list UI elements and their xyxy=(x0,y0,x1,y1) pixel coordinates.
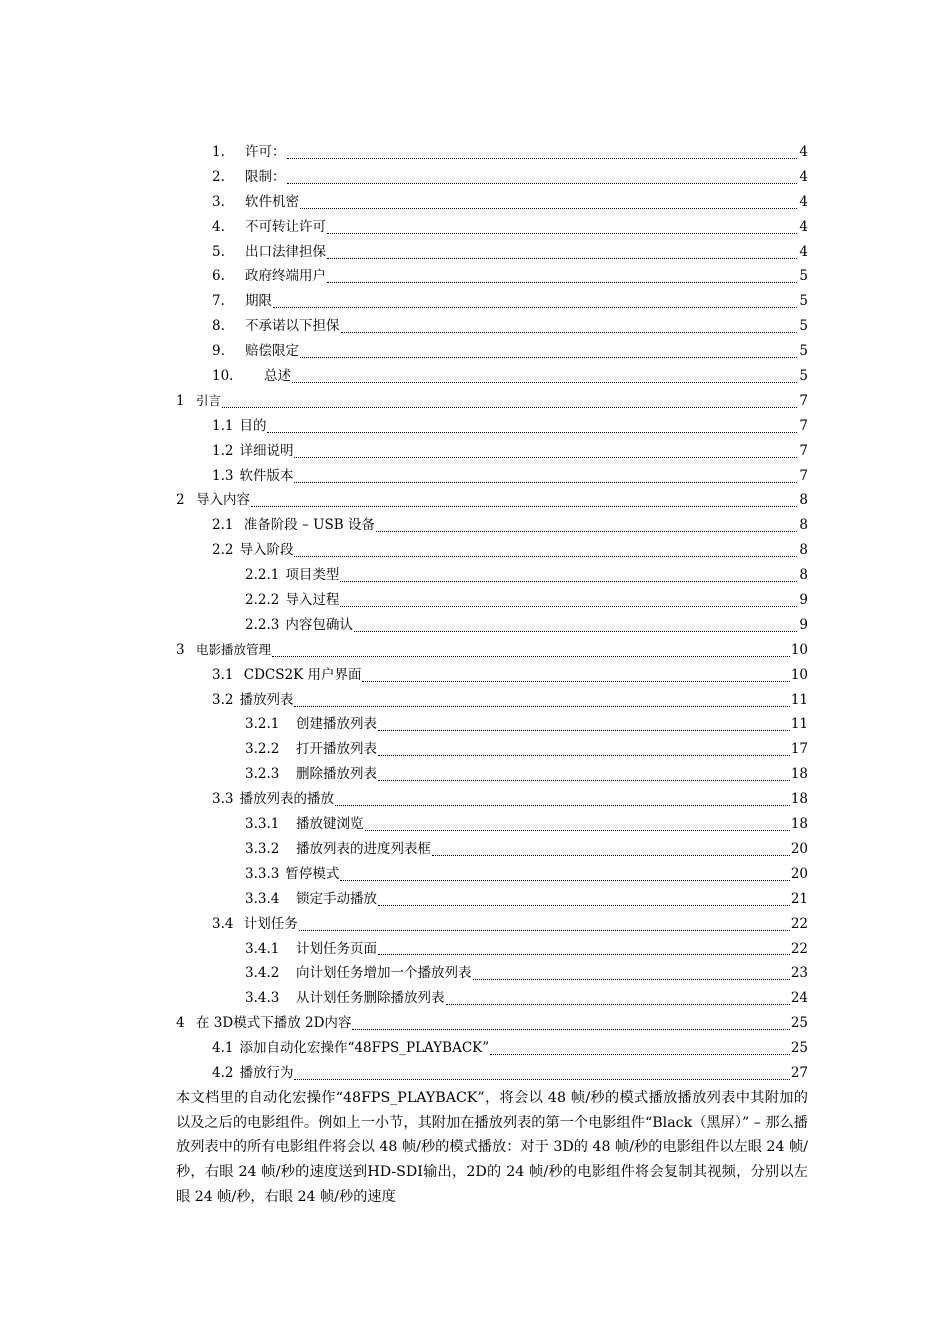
toc-entry-title: 导入内容 xyxy=(196,492,250,509)
toc-entry-title: 打开播放列表 xyxy=(296,741,377,758)
toc-entry[interactable] xyxy=(176,912,808,937)
toc-entry-label xyxy=(176,986,445,1011)
toc-entry-page: 7 xyxy=(799,467,808,484)
toc-entry-page: 5 xyxy=(799,318,808,335)
toc-entry-title: 添加自动化宏操作“48FPS_PLAYBACK” xyxy=(239,1040,490,1057)
toc-entry-label xyxy=(176,538,293,563)
toc-entry-page: 27 xyxy=(790,1064,808,1081)
toc-dot-leader xyxy=(294,556,797,557)
toc-entry-title: 不可转让许可 xyxy=(245,218,326,235)
toc-entry-number: 3.4.1 xyxy=(245,940,280,957)
toc-dot-leader xyxy=(267,432,797,433)
toc-entry-page: 23 xyxy=(790,965,808,982)
toc-entry-number: 3.2.3 xyxy=(245,766,280,783)
toc-entry-page: 4 xyxy=(799,243,808,260)
toc-entry[interactable] xyxy=(176,787,808,812)
toc-entry-title: 限制： xyxy=(245,168,286,185)
toc-entry-number: 7. xyxy=(212,293,225,310)
toc-entry[interactable] xyxy=(176,414,808,439)
toc-entry-page: 5 xyxy=(799,368,808,385)
toc-dot-leader xyxy=(352,1029,789,1030)
toc-entry-label xyxy=(176,712,377,737)
toc-entry-title: 计划任务 xyxy=(239,915,298,932)
toc-entry-page: 22 xyxy=(790,915,808,932)
toc-dot-leader xyxy=(292,382,797,383)
toc-entry-label xyxy=(176,1036,489,1061)
toc-dot-leader xyxy=(365,830,790,831)
toc-entry-label xyxy=(176,887,377,912)
toc-dot-leader xyxy=(340,880,789,881)
toc-entry-title: 内容包确认 xyxy=(285,616,353,633)
body-paragraph xyxy=(176,1086,808,1210)
toc-entry-label xyxy=(176,638,271,663)
toc-entry-number: 3.3.3 xyxy=(245,865,280,882)
toc-entry-title: 许可： xyxy=(245,144,286,160)
toc-entry-title: 删除播放列表 xyxy=(296,766,377,783)
toc-entry-page: 25 xyxy=(790,1015,808,1032)
toc-entry-label xyxy=(176,314,340,339)
toc-entry-title: 详细说明 xyxy=(239,442,294,459)
toc-entry-number: 3.4 xyxy=(212,915,234,932)
toc-entry-label xyxy=(176,389,221,414)
toc-entry-number: 8. xyxy=(212,318,225,335)
toc-entry-title: 播放列表的进度列表框 xyxy=(296,840,431,857)
toc-entry-page: 10 xyxy=(790,641,808,658)
toc-entry-label xyxy=(176,215,326,240)
toc-entry-page: 10 xyxy=(790,666,808,683)
toc-dot-leader xyxy=(287,183,798,184)
toc-entry[interactable] xyxy=(176,862,808,887)
toc-entry[interactable] xyxy=(176,464,808,489)
toc-entry-label xyxy=(176,339,299,364)
toc-entry-number: 3.3.1 xyxy=(245,816,280,833)
toc-entry-label xyxy=(176,289,272,314)
toc-entry-label xyxy=(176,912,298,937)
toc-dot-leader xyxy=(354,631,797,632)
toc-entry-number: 3.3.4 xyxy=(245,890,280,907)
toc-entry-number: 2. xyxy=(212,168,225,185)
toc-entry[interactable] xyxy=(176,215,808,240)
toc-entry[interactable] xyxy=(176,140,808,165)
toc-entry[interactable] xyxy=(176,737,808,762)
toc-dot-leader xyxy=(340,581,797,582)
toc-entry-label xyxy=(176,812,364,837)
toc-entry-title: 导入过程 xyxy=(285,592,340,609)
toc-entry-title: 播放列表 xyxy=(239,691,294,708)
toc-entry-page: 25 xyxy=(790,1040,808,1057)
toc-entry-label xyxy=(176,364,291,389)
toc-entry-number: 2.1 xyxy=(212,517,234,534)
toc-entry-title: 软件机密 xyxy=(245,193,299,210)
toc-entry-title: 赔偿限定 xyxy=(245,343,299,360)
toc-entry-title: 出口法律担保 xyxy=(245,243,326,260)
toc-entry-title: 播放行为 xyxy=(239,1064,294,1081)
toc-entry[interactable] xyxy=(176,837,808,862)
toc-dot-leader xyxy=(378,780,790,781)
toc-entry-title: 从计划任务删除播放列表 xyxy=(296,990,445,1007)
toc-entry-page: 5 xyxy=(799,293,808,310)
toc-entry[interactable] xyxy=(176,488,808,513)
toc-dot-leader xyxy=(378,905,790,906)
toc-dot-leader xyxy=(378,954,790,955)
toc-entry-title: 电影播放管理 xyxy=(196,641,272,657)
toc-dot-leader xyxy=(362,681,789,682)
toc-entry-number: 2.2.2 xyxy=(245,592,280,609)
toc-dot-leader xyxy=(335,805,790,806)
toc-entry-page: 18 xyxy=(790,816,808,833)
toc-entry-number: 3.2.1 xyxy=(245,716,280,733)
toc-entry[interactable] xyxy=(176,1011,808,1036)
toc-entry[interactable] xyxy=(176,613,808,638)
paragraph-text: 本文档里的自动化宏操作“48FPS_PLAYBACK”，将会以 48 帧/秒的模式播放播放列表中其附加的以及之后的电影组件。例如上一小节，其附加在播放列表的第一个电影组件“Black（黑屏）” – 那么播放列表中的所有电影组件将会以 48 帧/秒的模式播放：对于 3D的 48 帧/秒的电影组件以左眼 24 帧/秒，右眼 24 帧/秒的速度送到HD-SDI输出，2D的 24 帧/秒的电影组件将会复制其视频，分别以左眼 24 帧/秒，右眼 24 帧/秒的速度 xyxy=(176,1090,808,1205)
toc-entry-page: 4 xyxy=(799,144,808,160)
toc-entry-page: 20 xyxy=(790,840,808,857)
toc-dot-leader xyxy=(294,706,789,707)
toc-entry-number: 2.2.3 xyxy=(245,616,280,633)
toc-entry-title: 期限 xyxy=(245,293,272,310)
toc-entry-number: 4 xyxy=(176,1015,185,1032)
toc-entry[interactable] xyxy=(176,314,808,339)
toc-entry[interactable] xyxy=(176,663,808,688)
toc-entry-label xyxy=(176,937,377,962)
toc-entry-number: 3.2 xyxy=(212,691,234,708)
toc-entry-number: 1.3 xyxy=(212,467,234,484)
toc-entry-title: 向计划任务增加一个播放列表 xyxy=(296,965,472,982)
toc-entry-number: 3.1 xyxy=(212,666,234,683)
toc-entry-number: 1.2 xyxy=(212,442,234,459)
toc-entry-title: 不承诺以下担保 xyxy=(245,318,340,335)
toc-dot-leader xyxy=(272,656,790,657)
toc-entry[interactable] xyxy=(176,289,808,314)
toc-entry-number: 6. xyxy=(212,268,225,285)
toc-entry[interactable] xyxy=(176,887,808,912)
toc-entry[interactable] xyxy=(176,638,808,663)
toc-entry[interactable] xyxy=(176,1036,808,1061)
toc-entry-title: 总述 xyxy=(264,368,291,385)
toc-entry-label xyxy=(176,414,266,439)
toc-dot-leader xyxy=(378,730,790,731)
toc-entry-number: 1. xyxy=(212,144,225,160)
toc-entry-label xyxy=(176,737,377,762)
toc-entry[interactable] xyxy=(176,762,808,787)
toc-entry-number: 2 xyxy=(176,492,185,509)
toc-entry-title: 播放键浏览 xyxy=(296,816,364,833)
toc-entry-title: 引言 xyxy=(196,392,222,408)
toc-entry-title: 项目类型 xyxy=(285,567,340,584)
toc-entry-number: 3.4.3 xyxy=(245,990,280,1007)
toc-dot-leader xyxy=(294,482,797,483)
toc-entry-label xyxy=(176,663,361,688)
toc-entry-page: 18 xyxy=(790,766,808,783)
toc-entry-number: 10. xyxy=(212,368,234,385)
toc-entry-title: 播放列表的播放 xyxy=(239,791,334,808)
toc-entry-number: 2.2 xyxy=(212,542,234,559)
toc-dot-leader xyxy=(251,506,797,507)
toc-dot-leader xyxy=(473,979,790,980)
toc-entry-number: 4.2 xyxy=(212,1064,234,1081)
toc-entry-title: 政府终端用户 xyxy=(245,268,326,285)
toc-entry-label xyxy=(176,190,299,215)
toc-entry-number: 3 xyxy=(176,641,185,658)
toc-dot-leader xyxy=(294,1079,789,1080)
toc-entry-page: 7 xyxy=(799,417,808,434)
toc-entry-page: 17 xyxy=(790,741,808,758)
toc-entry-title: 计划任务页面 xyxy=(296,940,377,957)
toc-entry-page: 22 xyxy=(790,940,808,957)
toc-entry-label xyxy=(176,439,293,464)
toc-entry-page: 4 xyxy=(799,193,808,210)
toc-entry-page: 8 xyxy=(799,517,808,534)
toc-entry[interactable] xyxy=(176,538,808,563)
toc-entry-label xyxy=(176,240,326,265)
toc-entry[interactable] xyxy=(176,439,808,464)
toc-entry[interactable] xyxy=(176,264,808,289)
toc-entry-page: 18 xyxy=(790,791,808,808)
toc-entry[interactable] xyxy=(176,961,808,986)
toc-entry-label xyxy=(176,513,375,538)
toc-entry-page: 5 xyxy=(799,268,808,285)
toc-entry[interactable] xyxy=(176,240,808,265)
toc-entry-page: 8 xyxy=(799,542,808,559)
toc-entry-title: 暂停模式 xyxy=(285,865,340,882)
toc-entry-title: 准备阶段 – USB 设备 xyxy=(239,517,375,534)
toc-entry-label xyxy=(176,488,250,513)
toc-entry-title: 在 3D模式下播放 2D内容 xyxy=(196,1015,352,1032)
toc-entry[interactable] xyxy=(176,190,808,215)
toc-dot-leader xyxy=(490,1054,790,1055)
toc-dot-leader xyxy=(299,930,790,931)
toc-entry-number: 2.2.1 xyxy=(245,567,280,584)
toc-entry-number: 1 xyxy=(176,392,185,409)
toc-entry-page: 9 xyxy=(799,592,808,609)
toc-dot-leader xyxy=(287,158,798,159)
toc-entry-title: 导入阶段 xyxy=(239,542,294,559)
toc-entry[interactable] xyxy=(176,389,808,414)
toc-entry-number: 4. xyxy=(212,218,225,235)
toc-entry-number: 3.2.2 xyxy=(245,741,280,758)
toc-entry-number: 3.4.2 xyxy=(245,965,280,982)
toc-entry-label xyxy=(176,862,339,887)
toc-dot-leader xyxy=(300,357,797,358)
toc-entry-title: 创建播放列表 xyxy=(296,716,377,733)
toc-dot-leader xyxy=(273,307,797,308)
toc-entry-label xyxy=(176,140,286,165)
toc-entry[interactable] xyxy=(176,712,808,737)
toc-dot-leader xyxy=(327,282,797,283)
toc-entry-label xyxy=(176,613,353,638)
toc-entry-page: 8 xyxy=(799,492,808,509)
toc-entry-label xyxy=(176,961,472,986)
toc-entry-label xyxy=(176,563,339,588)
toc-entry-page: 4 xyxy=(799,168,808,185)
toc-entry[interactable] xyxy=(176,1061,808,1086)
toc-entry-label xyxy=(176,762,377,787)
toc-dot-leader xyxy=(294,457,797,458)
toc-entry-title: 目的 xyxy=(239,417,267,434)
toc-entry[interactable] xyxy=(176,165,808,190)
table-of-contents xyxy=(176,140,808,1086)
toc-dot-leader xyxy=(222,407,797,408)
toc-entry-number: 9. xyxy=(212,343,225,360)
toc-entry[interactable] xyxy=(176,588,808,613)
toc-entry-page: 21 xyxy=(790,890,808,907)
toc-dot-leader xyxy=(327,233,797,234)
toc-entry-number: 3.3 xyxy=(212,791,234,808)
toc-entry-label xyxy=(176,1011,351,1036)
toc-entry-number: 3. xyxy=(212,193,225,210)
toc-entry[interactable] xyxy=(176,986,808,1011)
toc-entry-number: 4.1 xyxy=(212,1040,234,1057)
toc-entry[interactable] xyxy=(176,688,808,713)
toc-entry-page: 7 xyxy=(799,442,808,459)
toc-entry-label xyxy=(176,688,293,713)
toc-entry-page: 11 xyxy=(790,691,808,708)
toc-dot-leader xyxy=(446,1004,790,1005)
toc-entry-label xyxy=(176,264,326,289)
toc-entry-page: 8 xyxy=(799,567,808,584)
toc-entry-title: 锁定手动播放 xyxy=(296,890,377,907)
toc-entry[interactable] xyxy=(176,812,808,837)
toc-dot-leader xyxy=(341,332,798,333)
toc-entry-page: 7 xyxy=(799,392,808,409)
toc-dot-leader xyxy=(340,606,797,607)
toc-dot-leader xyxy=(376,531,797,532)
toc-entry-number: 5. xyxy=(212,243,225,260)
toc-entry-label xyxy=(176,837,431,862)
toc-entry-page: 11 xyxy=(790,716,808,733)
toc-dot-leader xyxy=(300,208,797,209)
toc-entry-page: 5 xyxy=(799,343,808,360)
toc-dot-leader xyxy=(378,755,790,756)
toc-dot-leader xyxy=(327,258,797,259)
toc-entry-label xyxy=(176,787,334,812)
toc-entry[interactable] xyxy=(176,339,808,364)
toc-entry-page: 4 xyxy=(799,218,808,235)
toc-entry-page: 9 xyxy=(799,616,808,633)
toc-entry-label xyxy=(176,464,293,489)
toc-entry-label xyxy=(176,588,339,613)
toc-dot-leader xyxy=(432,855,790,856)
toc-entry[interactable] xyxy=(176,364,808,389)
toc-entry[interactable] xyxy=(176,563,808,588)
toc-entry-label xyxy=(176,1061,293,1086)
toc-entry-number: 1.1 xyxy=(212,417,234,434)
toc-entry-title: 软件版本 xyxy=(239,467,294,484)
toc-entry-page: 20 xyxy=(790,865,808,882)
toc-entry-label xyxy=(176,165,286,190)
toc-entry-title: CDCS2K 用户界面 xyxy=(239,666,362,683)
toc-entry-page: 24 xyxy=(790,990,808,1007)
toc-entry-number: 3.3.2 xyxy=(245,840,280,857)
toc-entry[interactable] xyxy=(176,937,808,962)
toc-entry[interactable] xyxy=(176,513,808,538)
